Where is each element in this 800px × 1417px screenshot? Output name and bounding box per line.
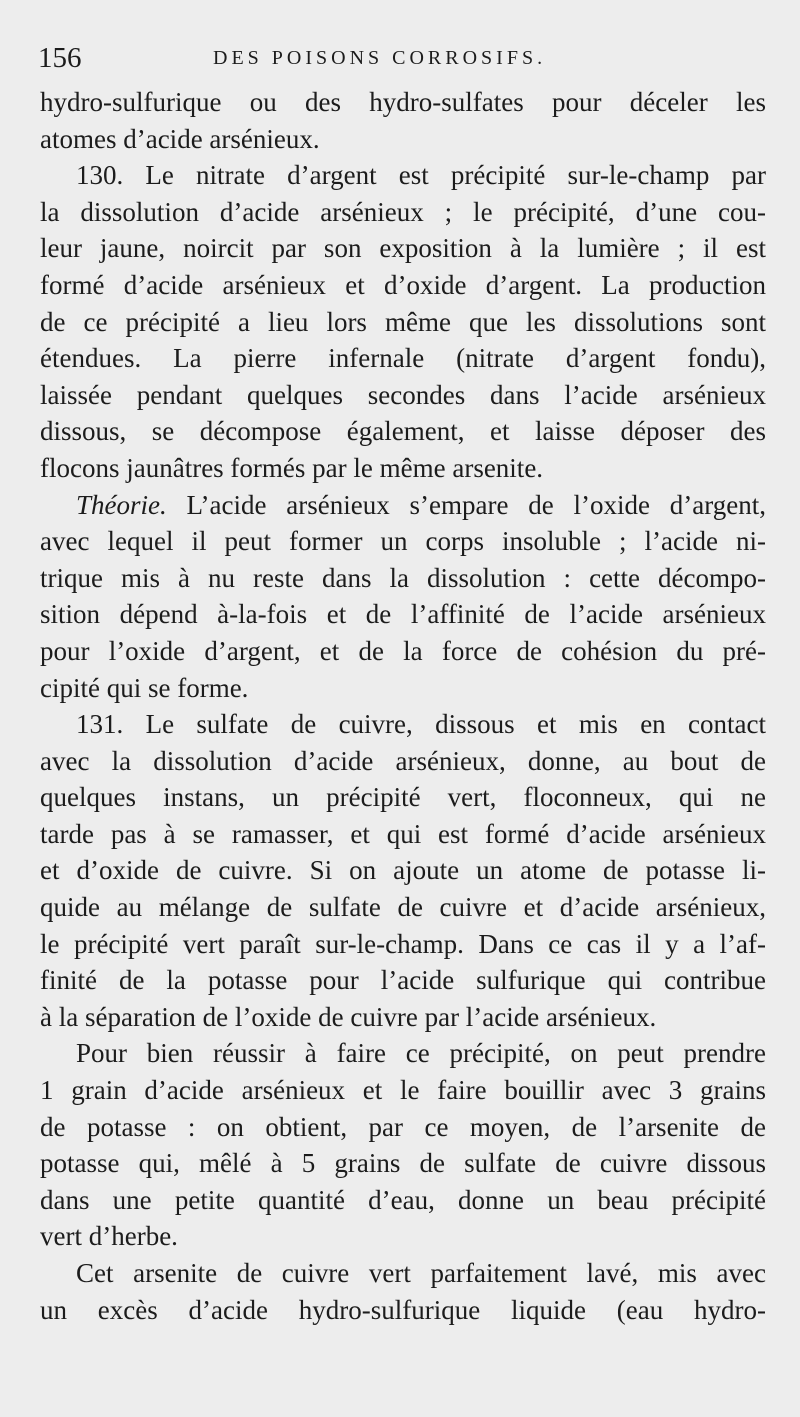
text-line: quide au mélange de sulfate de cuivre et d’acide arsénieux, [40,892,766,923]
page-number: 156 [38,42,82,74]
text-line: de potasse : on obtient, par ce moyen, de l’arsenite de [40,1111,766,1142]
running-title: DES POISONS CORROSIFS. [213,47,547,69]
text-line: à la séparation de l’oxide de cuivre par l’acide arsénieux. [40,1001,657,1032]
text-line: finité de la potasse pour l’acide sulfurique qui contribue [40,965,766,996]
paragraph [40,1035,766,1255]
text-line: avec la dissolution d’acide arsénieux, donne, au bout de [40,745,766,776]
text-line: pour l’oxide d’argent, et de la force de cohésion du pré- [40,635,766,666]
text-line: dans une petite quantité d’eau, donne un beau précipité [40,1184,766,1215]
text-line: laissée pendant quelques secondes dans l’acide arsénieux [40,379,766,410]
text-line: flocons jaunâtres formés par le même arsenite. [40,452,544,483]
text-line: de ce précipité a lieu lors même que les dissolutions sont [40,306,766,337]
text-line: sition dépend à-la-fois et de l’affinité de l’acide arsénieux [40,599,766,630]
text-line: potasse qui, mêlé à 5 grains de sulfate de cuivre dissous [40,1148,766,1179]
text-line: 130. Le nitrate d’argent est précipité sur-le-champ par [76,160,766,191]
paragraph [40,84,766,157]
text-line: atomes d’acide arsénieux. [40,123,320,154]
text-line: tarde pas à se ramasser, et qui est formé d’acide arsénieux [40,818,766,849]
page-header [38,38,760,78]
text-line [40,487,766,524]
text-line: avec lequel il peut former un corps insoluble ; l’acide ni- [40,526,766,557]
text-line: et d’oxide de cuivre. Si on ajoute un atome de potasse li- [40,855,766,886]
theorie-lead: Théorie. [76,489,167,520]
text-line: Pour bien réussir à faire ce précipité, on peut prendre [76,1038,766,1069]
paragraph [40,1255,766,1328]
text-line: trique mis à nu reste dans la dissolution : cette décompo- [40,562,766,593]
text-line: hydro-sulfurique ou des hydro-sulfates pour déceler les [40,87,766,117]
text-line: 131. Le sulfate de cuivre, dissous et mis en contact [76,709,766,740]
body-text [40,84,766,1328]
text-line: 1 grain d’acide arsénieux et le faire bouillir avec 3 grains [40,1075,766,1106]
text-line: le précipité vert paraît sur-le-champ. Dans ce cas il y a l’af- [40,928,766,959]
text-line: dissous, se décompose également, et laisse déposer des [40,416,766,447]
paragraph-theorie [40,487,766,707]
text-line-rest: L’acide arsénieux s’empare de l’oxide d’argent, [166,489,766,520]
text-line: la dissolution d’acide arsénieux ; le précipité, d’une cou- [40,196,766,227]
paragraph-131 [40,706,766,1035]
text-line: un excès d’acide hydro-sulfurique liquide (eau hydro- [40,1294,766,1325]
text-line: cipité qui se forme. [40,672,249,703]
paragraph-130 [40,157,766,486]
text-line: Cet arsenite de cuivre vert parfaitement lavé, mis avec [76,1258,766,1288]
text-line: quelques instans, un précipité vert, floconneux, qui ne [40,782,766,813]
text-line: formé d’acide arsénieux et d’oxide d’argent. La production [40,269,766,300]
text-line: leur jaune, noircit par son exposition à la lumière ; il est [40,233,766,264]
text-line: étendues. La pierre infernale (nitrate d’argent fondu), [40,343,766,374]
text-line: vert d’herbe. [40,1221,178,1252]
